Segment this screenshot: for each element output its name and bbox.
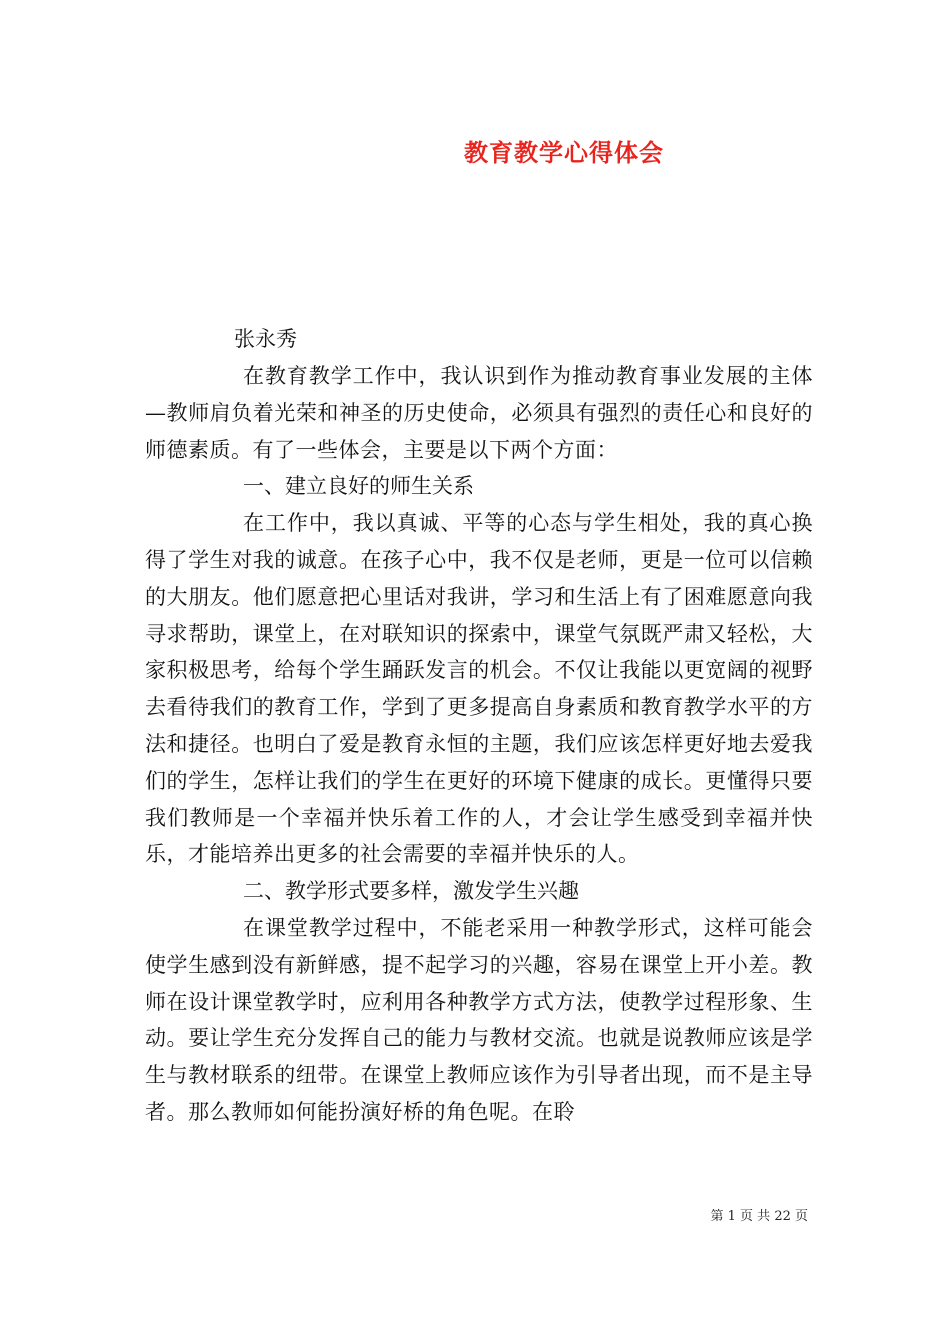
section-heading-2: 二、教学形式要多样，激发学生兴趣 xyxy=(243,879,579,904)
intro-paragraph: 在教育教学工作中，我认识到作为推动教育事业发展的主体—教师肩负着光荣和神圣的历史使命，必须具有强烈的责任心和良好的师德素质。有了一些体会，主要是以下两个方面： xyxy=(145,364,813,462)
section-heading-1: 一、建立良好的师生关系 xyxy=(243,474,474,499)
document-body xyxy=(145,358,813,1131)
page-number-footer: 第 1 页 共 22 页 xyxy=(710,1209,808,1224)
section-1-paragraph: 在工作中，我以真诚、平等的心态与学生相处，我的真心换得了学生对我的诚意。在孩子心中，我不仅是老师，更是一位可以信赖的大朋友。他们愿意把心里话对我讲，学习和生活上有了困难愿意向我寻求帮助，课堂上，在对联知识的探索中，课堂气氛既严肃又轻松，大家积极思考，给每个学生踊跃发言的机会。不仅让我能以更宽阔的视野去看待我们的教育工作，学到了更多提高自身素质和教育教学水平的方法和捷径。也明白了爱是教育永恒的主题，我们应该怎样更好地去爱我们的学生，怎样让我们的学生在更好的环境下健康的成长。更懂得只要我们教师是一个幸福并快乐着工作的人，才会让学生感受到幸福并快乐，才能培养出更多的社会需要的幸福并快乐的人。 xyxy=(145,511,813,867)
section-2-paragraph: 在课堂教学过程中，不能老采用一种教学形式，这样可能会使学生感到没有新鲜感，提不起学习的兴趣，容易在课堂上开小差。教师在设计课堂教学时，应利用各种教学方式方法，使教学过程形象、生动。要让学生充分发挥自己的能力与教材交流。也就是说教师应该是学生与教材联系的纽带。在课堂上教师应该作为引导者出现，而不是主导者。那么教师如何能扮演好桥的角色呢。在聆 xyxy=(145,915,813,1124)
page-title: 教育教学心得体会 xyxy=(464,138,664,167)
author-name: 张永秀 xyxy=(234,327,297,351)
